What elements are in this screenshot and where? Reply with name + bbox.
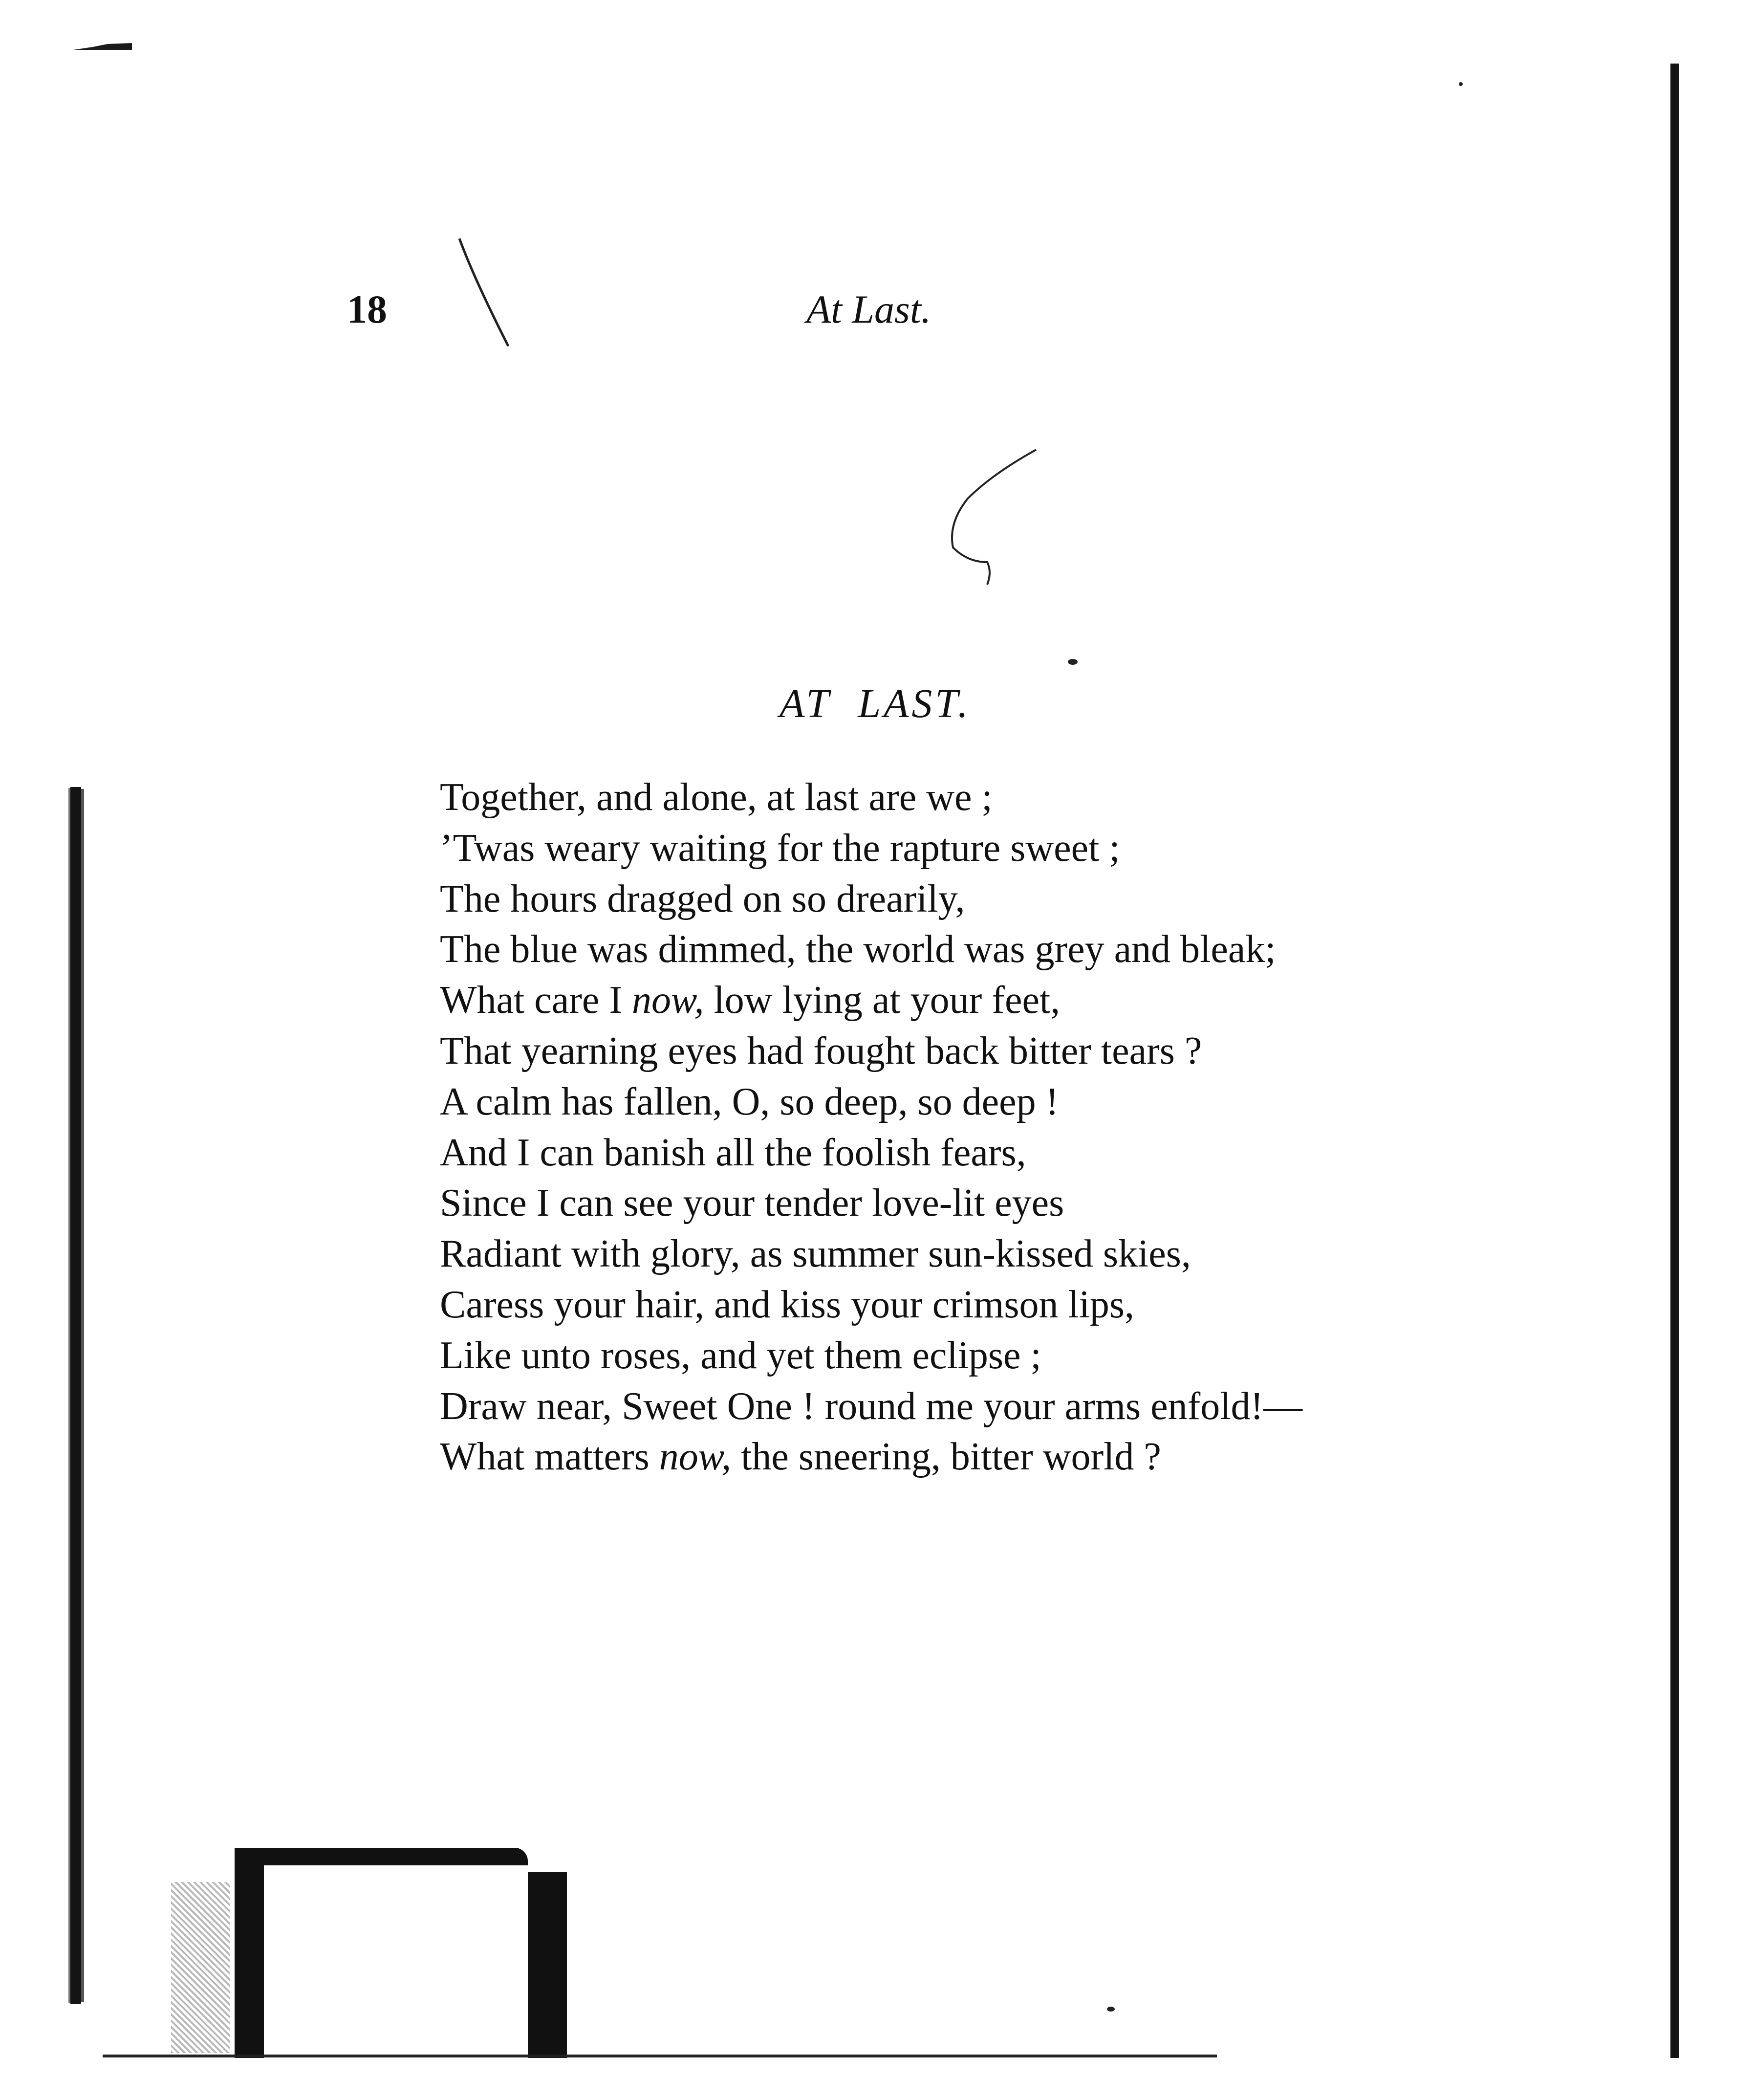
ink-speck	[1107, 2007, 1115, 2012]
poem-line	[440, 975, 1515, 1026]
poem-line: Together, and alone, at last are we ;	[440, 776, 993, 819]
ink-speck	[1068, 659, 1078, 665]
running-title: At Last.	[806, 287, 931, 331]
bottom-frame-right	[528, 1872, 567, 2058]
poem-title: AT LAST.	[780, 681, 971, 726]
poem-line: And I can banish all the foolish fears,	[440, 1131, 1026, 1174]
poem-line	[440, 1432, 1515, 1483]
poem-line: Caress your hair, and kiss your crimson lips,	[440, 1283, 1135, 1326]
ink-speck	[1459, 82, 1463, 86]
bottom-frame-left	[235, 1848, 264, 2058]
page-number: 18	[347, 287, 387, 331]
poem-line-text: What care I	[440, 979, 632, 1022]
poem-line-text: low lying at your feet,	[704, 979, 1061, 1022]
poem-line-text: What matters	[440, 1435, 659, 1479]
bottom-frame-shade	[171, 1882, 230, 2053]
pencil-curve-mark	[938, 445, 1046, 591]
bottom-frame-top	[235, 1848, 528, 1865]
left-margin-shadow	[70, 787, 81, 2004]
poem-line: A calm has fallen, O, so deep, so deep !	[440, 1080, 1059, 1123]
poem-line-text: the sneering, bitter world ?	[731, 1435, 1161, 1479]
poem-line: Radiant with glory, as summer sun-kissed skies,	[440, 1232, 1191, 1276]
poem-line: Like unto roses, and yet them eclipse ;	[440, 1334, 1041, 1377]
poem-line: The hours dragged on so drearily,	[440, 877, 965, 920]
poem-line: Since I can see your tender love-lit eyes	[440, 1181, 1064, 1225]
poem-line: ’Twas weary waiting for the rapture sweet ;	[440, 826, 1120, 870]
poem-body	[440, 772, 1515, 1483]
right-margin-shadow	[1670, 64, 1679, 2058]
poem-line: That yearning eyes had fought back bitter tears ?	[440, 1029, 1202, 1072]
pencil-stroke-mark	[455, 235, 552, 352]
poem-line: The blue was dimmed, the world was grey and bleak;	[440, 928, 1276, 971]
poem-emphasis: now,	[632, 979, 704, 1022]
bottom-edge-rule	[103, 2055, 1217, 2057]
corner-scan-mark	[73, 41, 132, 52]
poem-line: Draw near, Sweet One ! round me your arms enfold!—	[440, 1384, 1303, 1428]
poem-emphasis: now,	[659, 1435, 732, 1479]
